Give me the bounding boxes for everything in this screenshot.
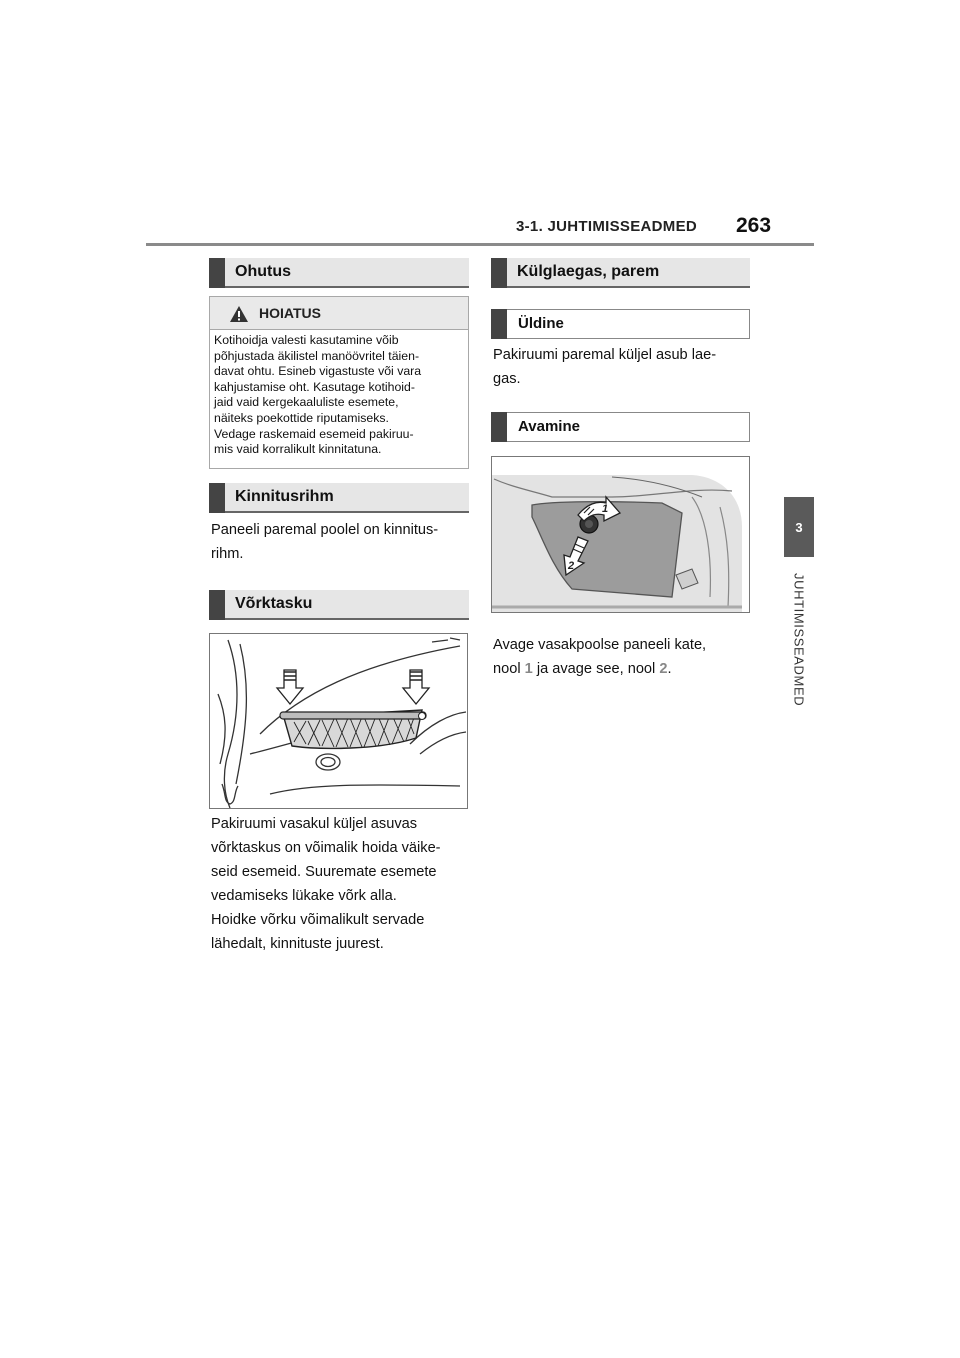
warning-line: mis vaid korralikult kinnitatuna.	[214, 442, 382, 457]
text-line: Avage vasakpoolse paneeli kate,	[493, 637, 707, 653]
net-pocket-drawing	[210, 634, 467, 808]
text-run: nool	[493, 661, 525, 677]
chapter-tab[interactable]: 3	[784, 497, 814, 557]
strap-heading	[209, 483, 469, 513]
net-heading-text: Võrktasku	[235, 595, 313, 612]
heading-marker	[209, 258, 225, 288]
subheading-marker	[491, 412, 507, 442]
opening-subheading	[491, 412, 750, 442]
side-flap-drawing	[492, 457, 749, 612]
side-flap-heading	[491, 258, 750, 288]
text-line	[493, 657, 706, 681]
text-line: Pakiruumi vasakul küljel asuvas	[211, 816, 418, 832]
text-line: gas.	[493, 371, 521, 387]
warning-line: kahjustamise oht. Kasutage kotihoid-	[214, 379, 415, 394]
text-run: .	[667, 661, 672, 677]
arrow-label-1: 1	[602, 503, 609, 515]
text-line: Hoidke võrku võimalikult servade	[211, 912, 425, 928]
warning-line: Kotihoidja valesti kasutamine võib	[214, 333, 399, 347]
side-flap-illustration	[491, 456, 750, 613]
text-line: Paneeli paremal poolel on kinnitus-	[211, 522, 439, 538]
safety-heading	[209, 258, 469, 288]
page-number: 263	[736, 214, 772, 237]
warning-line: näiteks poekottide riputamiseks.	[214, 410, 389, 425]
arrow-number-2: 2	[659, 661, 668, 677]
general-subheading-text: Üldine	[518, 315, 564, 332]
heading-marker	[209, 483, 225, 513]
arrow-label-2: 2	[568, 560, 575, 572]
general-paragraph	[493, 343, 716, 391]
strap-heading-text: Kinnitusrihm	[235, 488, 334, 505]
text-line: lähedalt, kinnituste juurest.	[211, 936, 384, 952]
warning-line: Vedage raskemaid esemeid pakiruu-	[214, 426, 414, 441]
side-flap-heading-text: Külglaegas, parem	[517, 263, 660, 280]
warning-title: HOIATUS	[259, 305, 321, 321]
text-line: võrktaskus on võimalik hoida väike-	[211, 840, 441, 856]
general-subheading	[491, 309, 750, 339]
net-paragraph	[211, 812, 441, 956]
warning-header	[210, 297, 468, 330]
text-line: vedamiseks lükake võrk alla.	[211, 888, 397, 904]
net-heading	[209, 590, 469, 620]
text-line: rihm.	[211, 546, 244, 562]
header-rule	[146, 243, 814, 246]
opening-subheading-text: Avamine	[518, 418, 580, 435]
arrow-number-1: 1	[524, 661, 533, 677]
warning-line: jaid vaid kergekaaluliste esemete,	[214, 395, 399, 410]
heading-marker	[209, 590, 225, 620]
net-pocket-illustration	[209, 633, 468, 809]
strap-paragraph	[211, 518, 438, 566]
warning-line: davat ohtu. Esineb vigastuste või vara	[214, 364, 422, 379]
chapter-side-label	[781, 565, 817, 715]
opening-paragraph	[493, 633, 706, 681]
chapter-side-label-text: JUHTIMISSEADMED	[791, 573, 807, 707]
warning-text	[214, 333, 466, 458]
section-title: 3-1. JUHTIMISSEADMED	[516, 218, 698, 235]
text-run: ja avage see, nool	[532, 661, 660, 677]
warning-line: põhjustada äkilistel manöövritel täien-	[214, 348, 420, 363]
warning-box	[209, 296, 469, 469]
subheading-marker	[491, 309, 507, 339]
text-line: Pakiruumi paremal küljel asub lae-	[493, 347, 717, 363]
warning-triangle-icon	[229, 305, 249, 323]
heading-marker	[491, 258, 507, 288]
text-line: seid esemeid. Suuremate esemete	[211, 864, 437, 880]
safety-heading-text: Ohutus	[235, 263, 291, 280]
